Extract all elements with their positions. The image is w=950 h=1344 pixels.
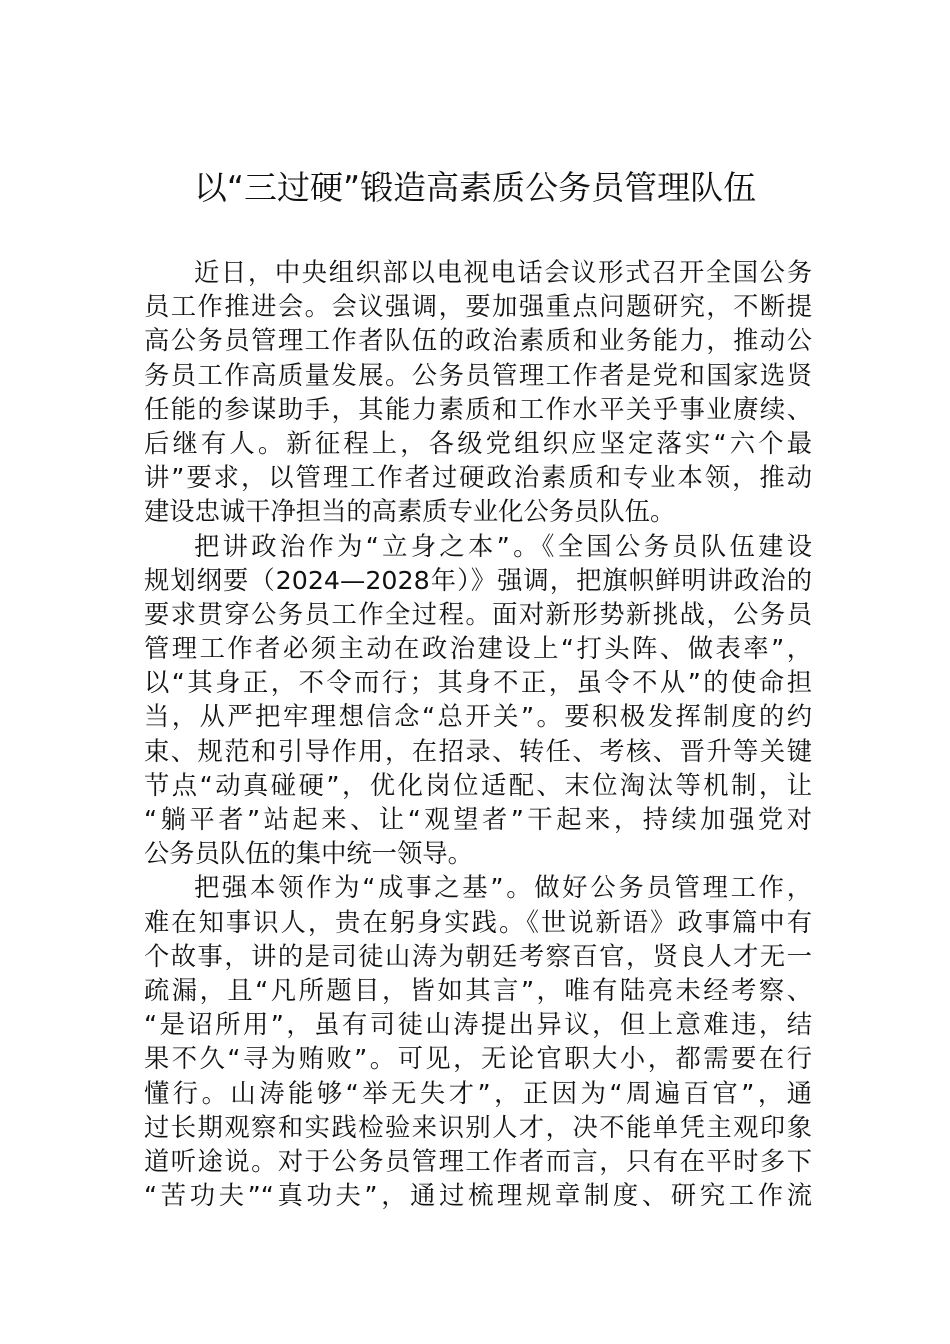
paragraph-line: 任能的参谋助手，其能力素质和工作水平关乎事业赓续、	[144, 394, 812, 424]
paragraph-line: 要求贯穿公务员工作全过程。面对新形势新挑战，公务员	[144, 599, 812, 629]
paragraph-line: 务员工作高质量发展。公务员管理工作者是党和国家选贤	[144, 360, 812, 390]
paragraph-line: 以“其身正，不令而行；其身不正，虽令不从”的使命担	[144, 668, 812, 698]
paragraph-line: 果不久“寻为贿败”。可见，无论官职大小，都需要在行	[144, 1044, 812, 1074]
paragraph-line: 个故事，讲的是司徒山涛为朝廷考察百官，贤良人才无一	[144, 941, 812, 971]
paragraph	[144, 530, 812, 872]
paragraph-line: 规划纲要（2024—2028年）》强调，把旗帜鲜明讲政治的	[144, 565, 812, 595]
page-title: 以“三过硬”锻造高素质公务员管理队伍	[193, 168, 757, 207]
paragraph-line: 公务员队伍的集中统一领导。	[144, 839, 473, 869]
paragraph-line: “苦功夫”“真功夫”，通过梳理规章制度、研究工作流	[144, 1181, 812, 1211]
paragraph-line: 近日，中央组织部以电视电话会议形式召开全国公务	[194, 258, 812, 287]
paragraph-line: 疏漏，且“凡所题目，皆如其言”，唯有陆亮未经考察、	[144, 975, 812, 1005]
paragraph-line: “躺平者”站起来、让“观望者”干起来，持续加强党对	[144, 805, 812, 834]
paragraph-line: 难在知事识人，贵在躬身实践。《世说新语》政事篇中有	[144, 907, 812, 937]
paragraph-line: 把讲政治作为“立身之本”。《全国公务员队伍建设	[194, 531, 812, 561]
paragraph	[144, 256, 812, 530]
paragraph-line: “是诏所用”，虽有司徒山涛提出异议，但上意难违，结	[144, 1010, 812, 1040]
paragraph-line: 讲”要求，以管理工作者过硬政治素质和专业本领，推动	[144, 463, 812, 493]
paragraph-line: 懂行。山涛能够“举无失才”，正因为“周遍百官”，通	[144, 1078, 812, 1108]
paragraph-line: 过长期观察和实践检验来识别人才，决不能单凭主观印象	[144, 1112, 812, 1142]
paragraph-line: 后继有人。新征程上，各级党组织应坚定落实“六个最	[144, 428, 812, 458]
paragraph-line: 当，从严把牢理想信念“总开关”。要积极发挥制度的约	[144, 702, 812, 732]
paragraph-line: 束、规范和引导作用，在招录、转任、考核、晋升等关键	[144, 736, 812, 766]
paragraph-line: 把强本领作为“成事之基”。做好公务员管理工作，	[194, 873, 812, 903]
paragraph-line: 高公务员管理工作者队伍的政治素质和业务能力，推动公	[144, 326, 812, 356]
paragraph-line: 建设忠诚干净担当的高素质专业化公务员队伍。	[144, 497, 676, 527]
paragraph-line: 节点“动真碰硬”，优化岗位适配、末位淘汰等机制，让	[144, 770, 812, 800]
paragraph	[144, 871, 812, 1213]
paragraph-line: 员工作推进会。会议强调，要加强重点问题研究，不断提	[144, 292, 812, 322]
article-body	[144, 256, 812, 1213]
paragraph-line: 道听途说。对于公务员管理工作者而言，只有在平时多下	[144, 1146, 812, 1176]
paragraph-line: 管理工作者必须主动在政治建设上“打头阵、做表率”，	[144, 634, 812, 664]
